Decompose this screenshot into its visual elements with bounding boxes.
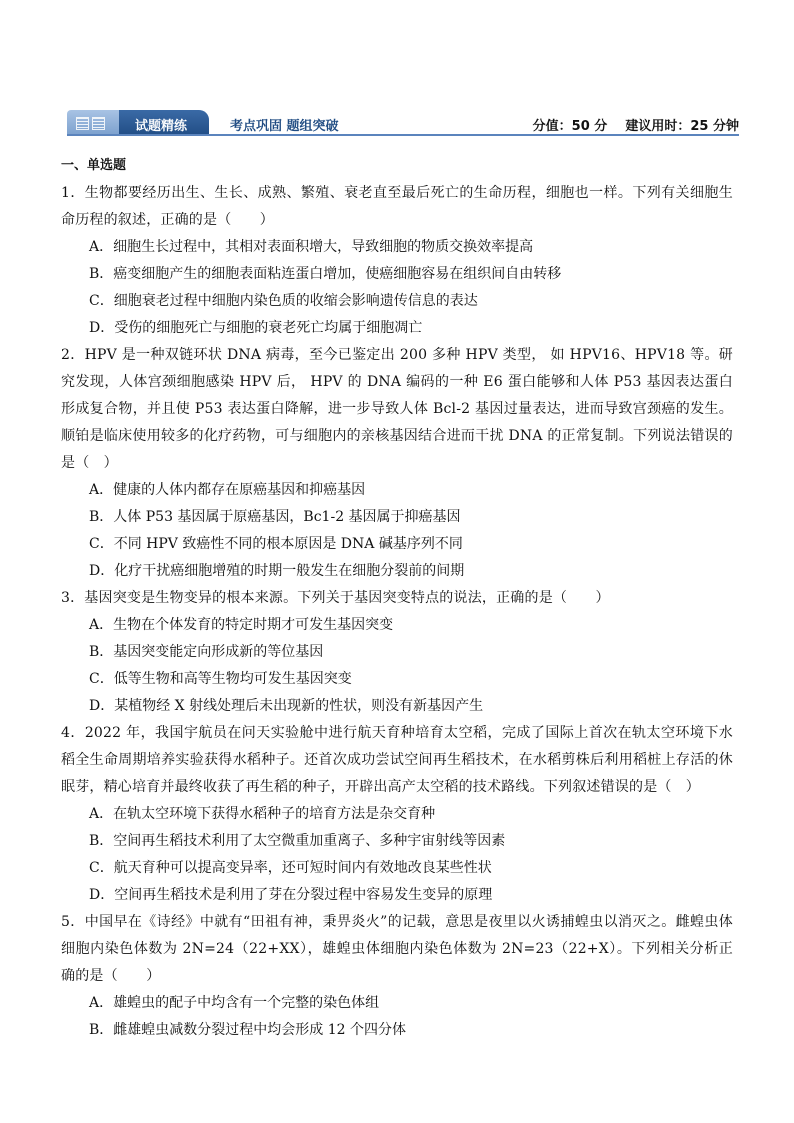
option-d: D．某植物经 X 射线处理后未出现新的性状，则没有新基因产生	[89, 698, 484, 714]
option-c: C．低等生物和高等生物均可发生基因突变	[89, 671, 352, 687]
section-header	[67, 109, 739, 137]
question-stem: 2．HPV 是一种双链环状 DNA 病毒，至今已鉴定出 200 多种 HPV 类型， 如 HPV16、HPV18 等。研究发现，人体宫颈细胞感染 HPV 后， HPV 的 DNA 编码的一种 E6 蛋白能够和人体 P53 基因表达蛋白形成复合物，并且使 P53 表达蛋白降解，进一步导致人体 Bcl-2 基因过量表达，进而导致宫颈癌的发生。顺铂是临床使用较多的化疗药物，可与细胞内的亲核基因结合进而干扰 DNA 的正常复制。下列说法错误的是（ ）	[61, 347, 733, 471]
section-title: 一、单选题	[61, 158, 127, 173]
option-c: C．细胞衰老过程中细胞内染色质的收缩会影响遗传信息的表达	[89, 293, 478, 309]
tab-label: 试题精练	[135, 119, 188, 134]
book-icon	[76, 117, 106, 130]
question-5	[61, 909, 733, 1044]
question-stem: 5．中国早在《诗经》中就有“田祖有神，秉畀炎火”的记载，意思是夜里以火诱捕蝗虫以消灭之。雌蝗虫体细胞内染色体数为 2N=24（22+XX），雄蝗虫体细胞内染色体数为 2N=23（22+X）。下列相关分析正确的是（ ）	[61, 914, 733, 984]
option-c: C．不同 HPV 致癌性不同的根本原因是 DNA 碱基序列不同	[89, 536, 463, 552]
option-c: C．航天育种可以提高变异率，还可短时间内有效地改良某些性状	[89, 860, 492, 876]
option-b: B．空间再生稻技术利用了太空微重加重离子、多种宇宙射线等因素	[89, 833, 506, 849]
header-subtitle: 考点巩固 题组突破	[230, 119, 339, 134]
option-a: A．健康的人体内都存在原癌基因和抑癌基因	[89, 482, 366, 498]
option-b: B．雌雄蝗虫减数分裂过程中均会形成 12 个四分体	[89, 1022, 407, 1038]
option-d: D．化疗干扰癌细胞增殖的时期一般发生在细胞分裂前的间期	[89, 563, 465, 579]
question-stem: 4．2022 年，我国宇航员在问天实验舱中进行航天育种培育太空稻，完成了国际上首次在轨太空环境下水稻全生命周期培养实验获得水稻种子。还首次成功尝试空间再生稻技术，在水稻剪株后利用稻桩上存活的休眠芽，精心培育并最终收获了再生稻的种子，开辟出高产太空稻的技术路线。下列叙述错误的是（ ）	[61, 725, 733, 795]
header-divider	[67, 134, 739, 136]
option-b: B．人体 P53 基因属于原癌基因，Bc1-2 基因属于抑癌基因	[89, 509, 461, 525]
question-1	[61, 180, 733, 342]
question-3	[61, 585, 733, 720]
option-a: A．生物在个体发育的特定时期才可发生基因突变	[89, 617, 394, 633]
option-a: A．雄蝗虫的配子中均含有一个完整的染色体组	[89, 995, 380, 1011]
option-a: A．在轨太空环境下获得水稻种子的培育方法是杂交育种	[89, 806, 436, 822]
option-d: D．空间再生稻技术是利用了芽在分裂过程中容易发生变异的原理	[89, 887, 493, 903]
question-2	[61, 342, 733, 585]
option-b: B．癌变细胞产生的细胞表面粘连蛋白增加，使癌细胞容易在组织间自由转移	[89, 266, 562, 282]
question-stem: 3．基因突变是生物变异的根本来源。下列关于基因突变特点的说法，正确的是（ ）	[61, 590, 610, 606]
option-d: D．受伤的细胞死亡与细胞的衰老死亡均属于细胞凋亡	[89, 320, 423, 336]
question-4	[61, 720, 733, 909]
score-time-info: 分值：50 分 建议用时：25 分钟	[532, 119, 739, 134]
question-stem: 1．生物都要经历出生、生长、成熟、繁殖、衰老直至最后死亡的生命历程，细胞也一样。下列有关细胞生命历程的叙述，正确的是（ ）	[61, 185, 733, 228]
question-content	[61, 152, 733, 1044]
option-b: B．基因突变能定向形成新的等位基因	[89, 644, 324, 660]
option-a: A．细胞生长过程中，其相对表面积增大，导致细胞的物质交换效率提高	[89, 239, 534, 255]
